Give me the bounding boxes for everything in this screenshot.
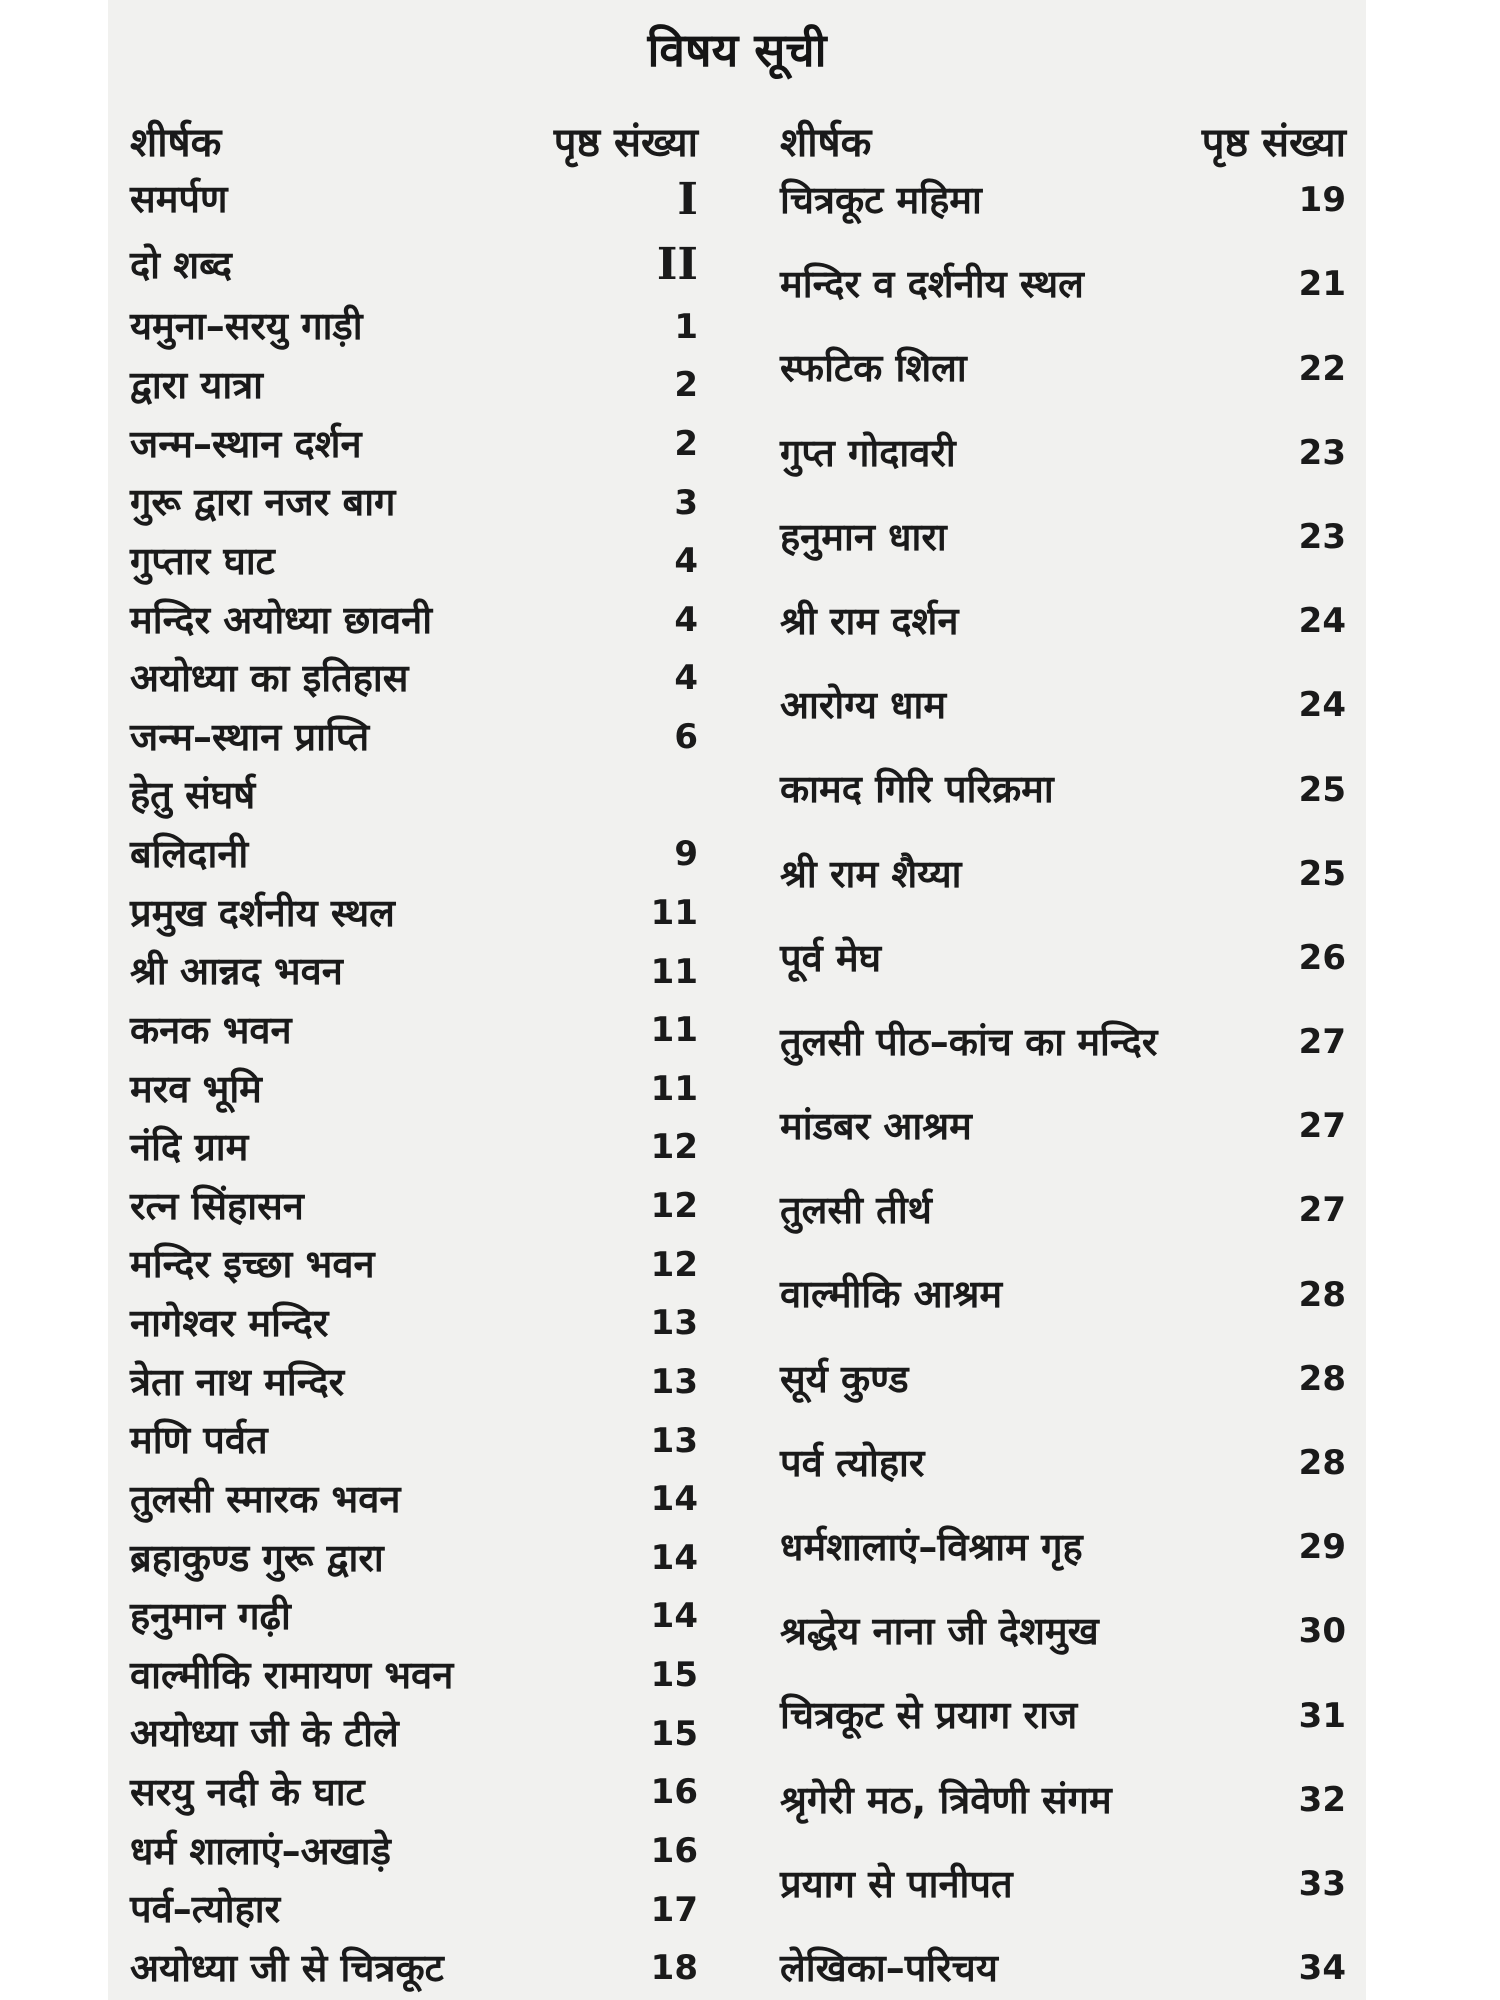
toc-entry	[130, 1889, 698, 1931]
entry-title: नागेश्वर मन्दिर	[130, 1301, 329, 1346]
toc-entry	[780, 851, 1346, 896]
entry-page-number: 9	[674, 834, 698, 875]
entry-title: वाल्मीकि रामायण भवन	[130, 1652, 454, 1697]
entry-title: यमुना–सरयु गाड़ी	[130, 304, 363, 349]
entry-title: अयोध्या जी से चित्रकूट	[130, 1945, 444, 1990]
toc-entry	[130, 421, 698, 466]
entry-page-number: 25	[1298, 769, 1346, 810]
toc-entry	[780, 1695, 1346, 1737]
toc-entry	[130, 482, 698, 524]
entry-title: श्री राम दर्शन	[780, 598, 959, 643]
entry-title: धर्मशालाएं–विश्राम गृह	[780, 1525, 1083, 1569]
topic-header: शीर्षक	[130, 119, 222, 166]
toc-entry	[130, 1066, 698, 1111]
entry-page-number: 28	[1298, 1274, 1346, 1315]
entry-title: रत्न सिंहासन	[130, 1183, 304, 1228]
entry-page-number: 13	[650, 1361, 698, 1402]
entry-title: मन्दिर अयोध्या छावनी	[130, 597, 433, 642]
entry-title: सरयु नदी के घाट	[130, 1770, 365, 1815]
page-title: विषय सूची	[647, 23, 827, 77]
toc-entry	[130, 658, 698, 700]
toc-entry	[130, 890, 698, 935]
toc-entry	[780, 1945, 1346, 1990]
entry-page-number: 2	[674, 423, 698, 464]
toc-entry	[780, 1019, 1346, 1064]
toc-entry	[780, 264, 1346, 306]
toc-entry	[130, 1007, 698, 1052]
entry-page-number: 18	[650, 1948, 698, 1989]
toc-entry	[780, 348, 1346, 390]
entry-page-number: 31	[1298, 1695, 1346, 1736]
entry-page-number: 14	[650, 1537, 698, 1578]
toc-entry	[130, 1303, 698, 1345]
entry-page-number: 21	[1298, 264, 1346, 305]
entry-title: प्रमुख दर्शनीय स्थल	[130, 890, 395, 935]
entry-page-number: 33	[1298, 1863, 1346, 1904]
entry-page-number: 16	[650, 1830, 698, 1871]
entry-page-number: 14	[650, 1596, 698, 1637]
entry-title: मणि पर्वत	[130, 1418, 268, 1463]
toc-entry	[130, 1244, 698, 1286]
page-number-header: पृष्ठ संख्या	[1201, 119, 1346, 166]
toc-entry	[780, 769, 1346, 811]
entry-page-number: 12	[650, 1186, 698, 1227]
entry-title: मन्दिर व दर्शनीय स्थल	[780, 262, 1084, 307]
toc-entry	[130, 1596, 698, 1638]
entry-page-number: 22	[1298, 348, 1346, 389]
entry-page-number: 1	[674, 306, 698, 347]
entry-title: कामद गिरि परिक्रमा	[780, 767, 1054, 812]
entry-title: श्री आन्नद भवन	[130, 949, 343, 994]
toc-entry	[780, 514, 1346, 559]
toc-entry	[130, 1772, 698, 1814]
entry-title: हनुमान गढ़ी	[130, 1594, 291, 1639]
entry-title: श्री राम शैय्या	[780, 851, 962, 896]
entry-title: गुप्त गोदावरी	[780, 430, 956, 475]
toc-entry	[130, 1127, 698, 1169]
entry-page-number: 11	[650, 951, 698, 992]
entry-page-number: 26	[1298, 937, 1346, 978]
entry-page-number: 11	[650, 1068, 698, 1109]
entry-title: श्रद्धेय नाना जी देशमुख	[780, 1609, 1099, 1654]
toc-column-left	[130, 110, 698, 1990]
toc-entry	[780, 1777, 1346, 1822]
toc-entry	[130, 365, 698, 407]
toc-entry	[130, 951, 698, 993]
entry-title: हनुमान धारा	[780, 514, 947, 559]
entry-title: दो शब्द	[130, 242, 232, 287]
entry-title: द्वारा यात्रा	[130, 363, 264, 408]
column-header-right	[780, 110, 1346, 170]
entry-title: जन्म–स्थान दर्शन	[130, 421, 362, 466]
entry-page-number: 6	[674, 717, 698, 758]
entry-title: चित्रकूट से प्रयाग राज	[780, 1693, 1078, 1738]
entry-title: नंदि ग्राम	[130, 1125, 249, 1170]
entry-title: मन्दिर इच्छा भवन	[130, 1242, 375, 1287]
entry-title: पूर्व मेघ	[780, 935, 882, 980]
toc-entry	[130, 176, 698, 224]
entry-page-number: 34	[1298, 1948, 1346, 1989]
entry-page-number: 32	[1298, 1779, 1346, 1820]
toc-entry	[130, 1652, 698, 1697]
toc-entry	[130, 1828, 698, 1873]
entry-page-number: 25	[1298, 853, 1346, 894]
toc-entry	[130, 714, 698, 759]
entry-title: वाल्मीकि आश्रम	[780, 1272, 1003, 1317]
entry-page-number: II	[656, 239, 698, 291]
entry-title: तुलसी स्मारक भवन	[130, 1476, 401, 1521]
toc-entry	[780, 685, 1346, 727]
toc-entry	[780, 1440, 1346, 1485]
entry-title: चित्रकूट महिमा	[780, 178, 982, 222]
entry-page-number: 23	[1298, 432, 1346, 473]
toc-entry	[130, 597, 698, 642]
entry-page-number: 15	[650, 1713, 698, 1754]
toc-entry	[130, 775, 698, 817]
toc-entry	[130, 1945, 698, 1990]
toc-entry	[780, 180, 1346, 222]
column-header-left	[130, 110, 698, 170]
entry-page-number: 11	[650, 1010, 698, 1051]
entry-title: पर्व–त्योहार	[130, 1887, 281, 1932]
entry-title: गुप्तार घाट	[130, 538, 275, 583]
entry-title: जन्म–स्थान प्राप्ति	[130, 714, 370, 759]
toc-column-right	[780, 110, 1346, 1990]
entry-title: कनक भवन	[130, 1007, 292, 1052]
toc-list-left	[130, 170, 698, 1990]
entry-title: श्रृगेरी मठ, त्रिवेणी संगम	[780, 1777, 1112, 1822]
toc-entry	[130, 834, 698, 876]
entry-page-number: I	[677, 174, 698, 225]
toc-entry	[130, 1420, 698, 1462]
book-page	[108, 0, 1366, 2000]
entry-page-number: 12	[650, 1127, 698, 1168]
entry-title: बलिदानी	[130, 832, 249, 877]
entry-title: गुरू द्वारा नजर बाग	[130, 480, 396, 525]
toc-entry	[130, 306, 698, 348]
entry-title: प्रयाग से पानीपत	[780, 1861, 1013, 1906]
toc-entry	[780, 1106, 1346, 1148]
entry-title: स्फटिक शिला	[780, 346, 967, 391]
entry-title: समर्पण	[130, 177, 228, 222]
entry-page-number: 14	[650, 1479, 698, 1520]
toc-entry	[130, 1359, 698, 1404]
entry-page-number: 3	[674, 482, 698, 523]
entry-title: मांडबर आश्रम	[780, 1104, 972, 1149]
entry-page-number: 19	[1298, 180, 1346, 221]
toc-entry	[130, 241, 698, 289]
toc-entry	[780, 1356, 1346, 1401]
entry-page-number: 28	[1298, 1358, 1346, 1399]
entry-title: अयोध्या का इतिहास	[130, 656, 409, 701]
toc-entry	[780, 1274, 1346, 1316]
entry-page-number: 13	[650, 1303, 698, 1344]
toc-entry	[130, 1476, 698, 1521]
toc-entry	[780, 1611, 1346, 1653]
entry-title: तुलसी तीर्थ	[780, 1188, 932, 1233]
toc-entry	[780, 935, 1346, 980]
entry-page-number: 12	[650, 1244, 698, 1285]
entry-title: लेखिका–परिचय	[780, 1945, 998, 1990]
entry-page-number: 27	[1298, 1022, 1346, 1063]
toc-entry	[130, 1535, 698, 1580]
entry-title: पर्व त्योहार	[780, 1440, 925, 1485]
entry-page-number: 24	[1298, 685, 1346, 726]
toc-entry	[780, 1190, 1346, 1232]
entry-page-number: 2	[674, 365, 698, 406]
entry-page-number: 27	[1298, 1106, 1346, 1147]
toc-entry	[130, 538, 698, 583]
entry-title: आरोग्य धाम	[780, 683, 947, 728]
toc-entry	[780, 1861, 1346, 1906]
entry-page-number: 15	[650, 1655, 698, 1696]
entry-page-number: 29	[1298, 1527, 1346, 1568]
toc-entry	[780, 430, 1346, 475]
toc-entry	[780, 598, 1346, 643]
entry-title: तुलसी पीठ–कांच का मन्दिर	[780, 1019, 1158, 1064]
entry-page-number: 4	[674, 599, 698, 640]
entry-page-number: 24	[1298, 601, 1346, 642]
entry-page-number: 27	[1298, 1190, 1346, 1231]
entry-page-number: 16	[650, 1772, 698, 1813]
entry-title: अयोध्या जी के टीले	[130, 1711, 399, 1756]
entry-page-number: 30	[1298, 1611, 1346, 1652]
toc-entry	[130, 1713, 698, 1755]
entry-page-number: 11	[650, 892, 698, 933]
topic-header: शीर्षक	[780, 119, 872, 166]
toc-entry	[780, 1527, 1346, 1569]
entry-page-number: 4	[674, 658, 698, 699]
entry-title: त्रेता नाथ मन्दिर	[130, 1359, 345, 1404]
entry-title: हेतु संघर्ष	[130, 773, 256, 818]
entry-page-number: 17	[650, 1889, 698, 1930]
toc-entry	[130, 1183, 698, 1228]
entry-page-number: 28	[1298, 1443, 1346, 1484]
entry-page-number: 4	[674, 541, 698, 582]
page-number-header: पृष्ठ संख्या	[553, 119, 698, 166]
entry-title: मरव भूमि	[130, 1066, 262, 1111]
entry-title: ब्रहाकुण्ड गुरू द्वारा	[130, 1535, 384, 1580]
entry-page-number: 13	[650, 1420, 698, 1461]
entry-title: सूर्य कुण्ड	[780, 1356, 909, 1401]
entry-page-number: 23	[1298, 516, 1346, 557]
toc-list-right	[780, 170, 1346, 1990]
entry-title: धर्म शालाएं–अखाड़े	[130, 1828, 391, 1873]
